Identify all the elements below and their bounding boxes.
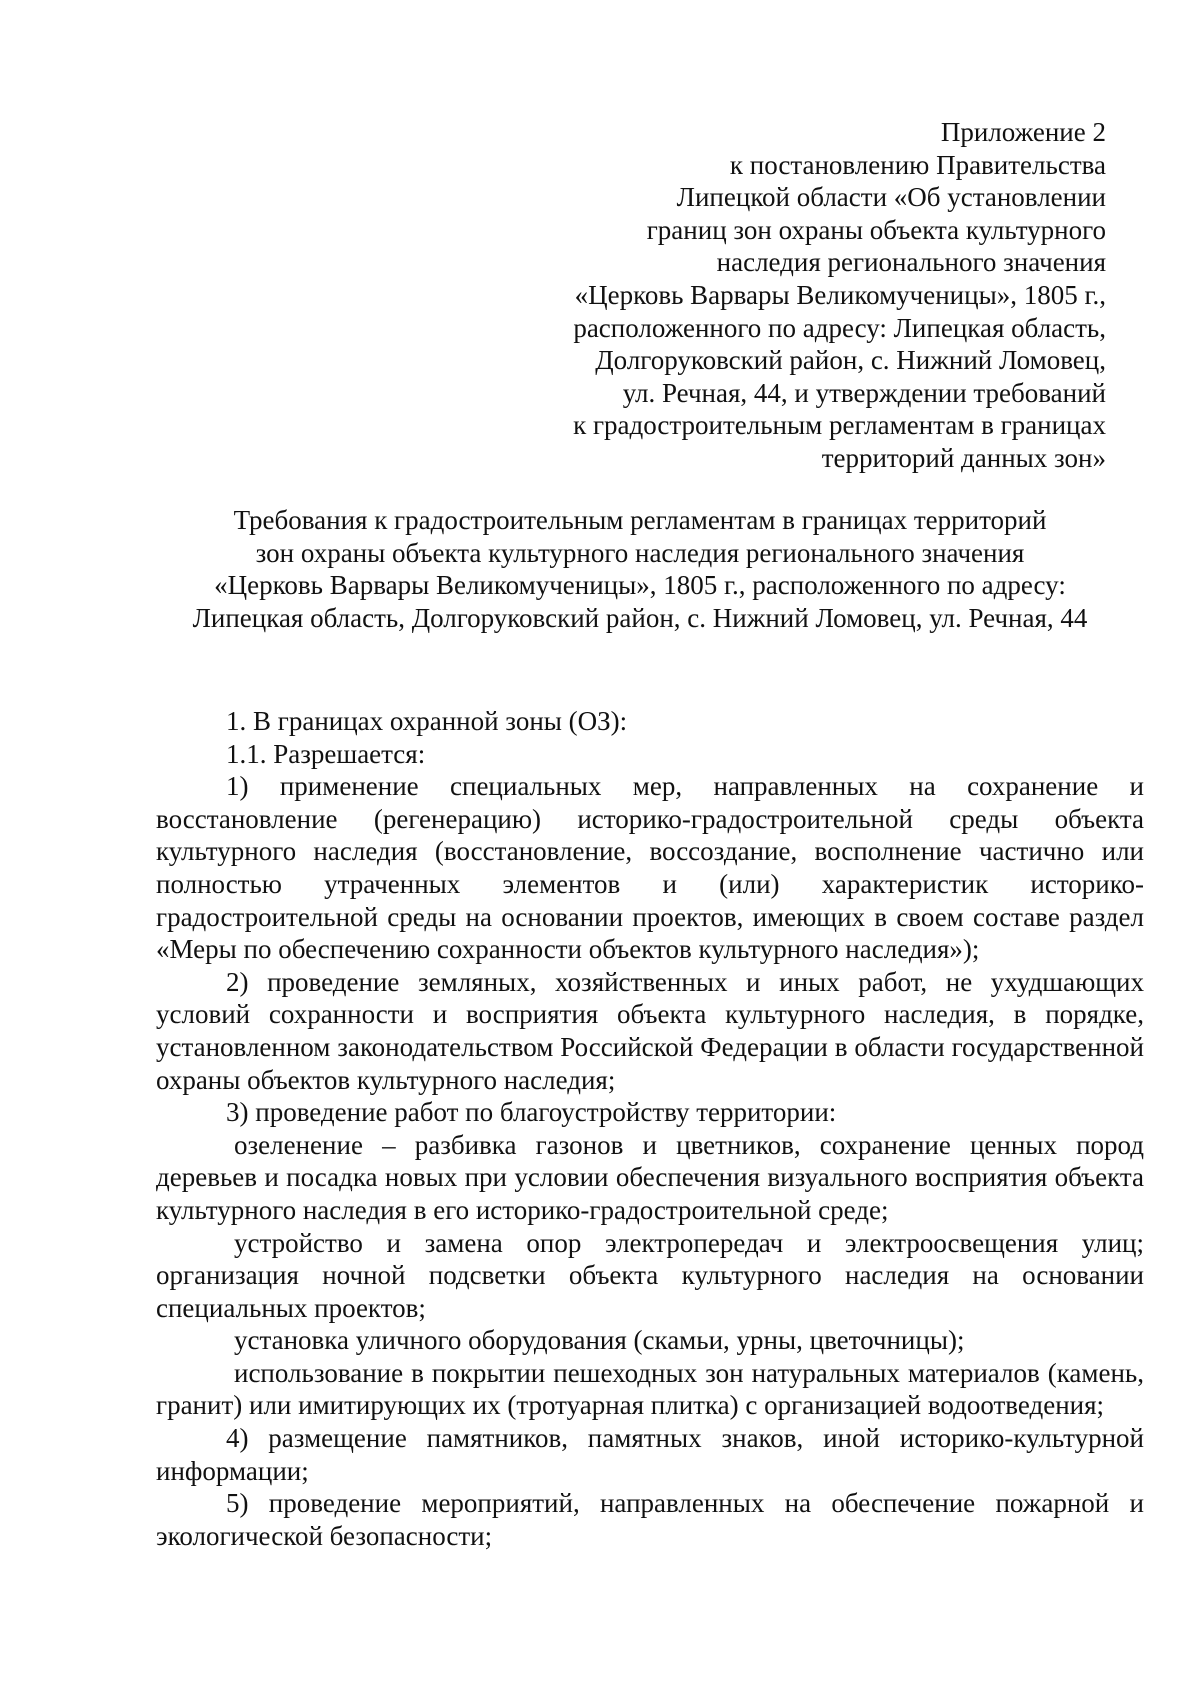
attachment-header: [386, 116, 1106, 475]
title-line: зон охраны объекта культурного наследия регионального значения: [255, 537, 1025, 568]
section-heading: 1. В границах охранной зоны (ОЗ):: [226, 706, 628, 736]
attachment-line: «Церковь Варвары Великомученицы», 1805 г.,: [574, 279, 1106, 310]
title-line: Требования к градостроительным регламентам в границах территорий: [233, 505, 1047, 535]
attachment-line: Долгоруковский район, с. Нижний Ломовец,: [595, 345, 1106, 376]
title-line: Липецкая область, Долгоруковский район, с. Нижний Ломовец, ул. Речная, 44: [192, 602, 1088, 633]
attachment-line: к постановлению Правительства: [729, 149, 1106, 180]
attachment-line: Приложение 2: [940, 117, 1106, 147]
sub-list-item: использование в покрытии пешеходных зон натуральных материалов (камень, гранит) или имитирующих их (тротуарная плитка) с организацией водоотведения;: [156, 1357, 1144, 1421]
attachment-line: ул. Речная, 44, и утверждении требований: [622, 377, 1106, 408]
attachment-line: наследия регионального значения: [716, 247, 1106, 278]
list-item: 4) размещение памятников, памятных знаков, иной историко-культурной информации;: [156, 1423, 1144, 1486]
attachment-line: территорий данных зон»: [821, 442, 1106, 473]
document-body: [156, 705, 1144, 1552]
attachment-line: границ зон охраны объекта культурного: [646, 214, 1106, 245]
list-item: 2) проведение земляных, хозяйственных и иных работ, не ухудшающих условий сохранности и восприятия объекта культурного наследия, в порядке, установленном законодательством Российской Федерации в области государственной охраны объектов культурного наследия;: [156, 966, 1144, 1095]
subsection-heading: 1.1. Разрешается:: [226, 738, 426, 769]
list-item: 3) проведение работ по благоустройству территории:: [226, 1097, 837, 1128]
sub-list-item: озеленение – разбивка газонов и цветников, сохранение ценных пород деревьев и посадка новых при условии обеспечения визуального восприятия объекта культурного наследия в его историко-градостроительной среде;: [156, 1129, 1144, 1225]
attachment-line: к градостроительным регламентам в границах: [573, 410, 1106, 441]
list-item: 5) проведение мероприятий, направленных на обеспечение пожарной и экологической безопасности;: [156, 1488, 1144, 1551]
sub-list-item: устройство и замена опор электропередач и электроосвещения улиц; организация ночной подсветки объекта культурного наследия на основании специальных проектов;: [156, 1227, 1144, 1323]
attachment-line: расположенного по адресу: Липецкая область,: [573, 312, 1106, 343]
attachment-line: Липецкой области «Об установлении: [676, 182, 1106, 213]
title-line: «Церковь Варвары Великомученицы», 1805 г., расположенного по адресу:: [214, 570, 1066, 601]
list-item: 1) применение специальных мер, направленных на сохранение и восстановление (регенерацию) историко-градостроительной среды объекта культурного наследия (восстановление, воссоздание, восполнение частично или полностью утраченных элементов и (или) характеристик историко-градостроительной среды на основании проектов, имеющих в своем составе раздел «Меры по обеспечению сохранности объектов культурного наследия»);: [156, 771, 1144, 965]
sub-list-item: установка уличного оборудования (скамьи, урны, цветочницы);: [234, 1325, 965, 1356]
document-title: [150, 504, 1130, 634]
